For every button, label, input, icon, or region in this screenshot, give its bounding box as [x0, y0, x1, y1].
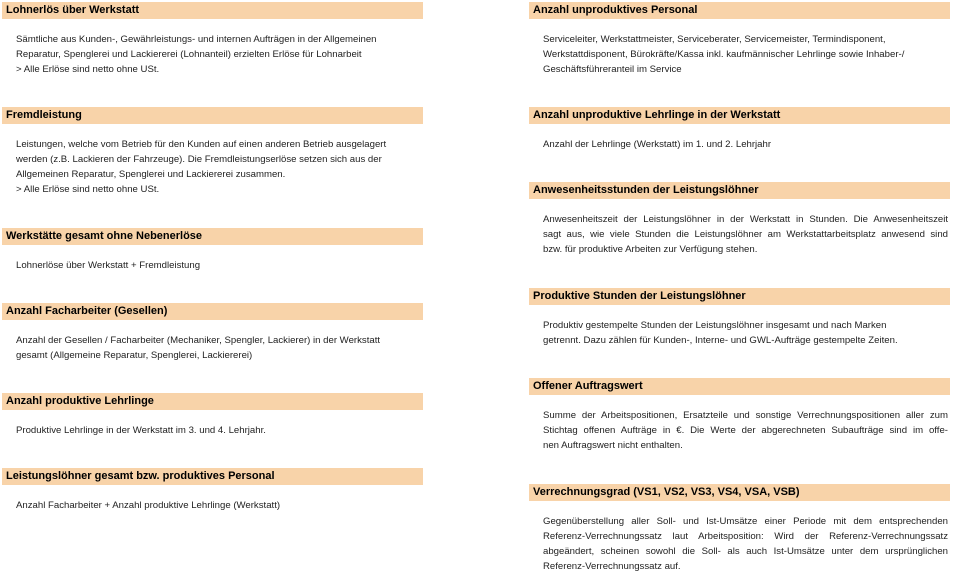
section-title: Offener Auftragswert — [529, 378, 950, 395]
description-line: bzw. für produktive Arbeiten zur Verfügung stehen. — [543, 244, 758, 255]
section-description — [529, 408, 950, 453]
section-title: Fremdleistung — [2, 107, 423, 124]
section-title: Leistungslöhner gesamt bzw. produktives Personal — [2, 468, 423, 485]
description-line: Produktiv gestempelte Stunden der Leistungslöhner insgesamt und nach Marken — [543, 320, 887, 331]
section-title: Produktive Stunden der Leistungslöhner — [529, 288, 950, 305]
section-title: Werkstätte gesamt ohne Nebenerlöse — [2, 228, 423, 245]
description-line: nen Auftragswert nicht enthalten. — [543, 440, 683, 451]
section-description — [2, 258, 423, 273]
section-description — [2, 333, 423, 363]
description-line: Produktive Lehrlinge in der Werkstatt im 3. und 4. Lehrjahr. — [16, 425, 266, 436]
section-anwesenheitsstunden — [529, 182, 950, 257]
description-line: werden (z.B. Lackieren der Fahrzeuge). Die Fremdleistungserlöse setzen sich aus der — [16, 154, 382, 165]
description-line: Serviceleiter, Werkstattmeister, Serviceberater, Servicemeister, Termindisponent, — [543, 34, 886, 45]
section-description — [2, 137, 423, 197]
description-line: Anzahl Facharbeiter + Anzahl produktive Lehrlinge (Werkstatt) — [16, 500, 281, 511]
section-description — [529, 212, 950, 257]
description-line: Geschäftsführeranteil im Service — [543, 64, 682, 75]
section-leistungsloehner-gesamt — [2, 468, 423, 513]
description-line: Werkstattdisponent, Bürokräfte/Kassa inkl. kaufmännischer Lehrlinge sowie Inhaber-/ — [543, 49, 905, 60]
description-line: getrennt. Dazu zählen für Kunden-, Interne- und GWL-Aufträge gestempelte Zeiten. — [543, 335, 898, 346]
section-title: Anwesenheitsstunden der Leistungslöhner — [529, 182, 950, 199]
section-title: Lohnerlös über Werkstatt — [2, 2, 423, 19]
section-title: Anzahl produktive Lehrlinge — [2, 393, 423, 410]
section-verrechnungsgrad — [529, 484, 950, 574]
description-line: sagt aus, wie viele Stunden die Leistungslöhner am Werkstattarbeitsplatz anwesend sind — [543, 229, 948, 240]
description-line: Lohnerlöse über Werkstatt + Fremdleistung — [16, 260, 201, 271]
description-line: Referenz-Verrechnungssatz auf. — [543, 561, 681, 572]
section-title: Anzahl unproduktives Personal — [529, 2, 950, 19]
section-description — [529, 137, 950, 152]
section-unproduktives-personal — [529, 2, 950, 77]
description-line: Gegenüberstellung aller Soll- und Ist-Umsätze einer Periode mit dem entsprechenden — [543, 516, 948, 527]
description-line: Summe der Arbeitspositionen, Ersatzteile und sonstige Verrechnungspositionen aller zum — [543, 410, 948, 421]
description-line: Anzahl der Lehrlinge (Werkstatt) im 1. und 2. Lehrjahr — [543, 139, 772, 150]
section-title: Anzahl Facharbeiter (Gesellen) — [2, 303, 423, 320]
description-line: Anwesenheitszeit der Leistungslöhner in der Werkstatt in Stunden. Die Anwesenheitszeit — [543, 214, 948, 225]
description-line: Reparatur, Spenglerei und Lackiererei (Lohnanteil) erzielten Erlöse für Lohnarbeit — [16, 49, 362, 60]
description-line: > Alle Erlöse sind netto ohne USt. — [16, 184, 160, 195]
section-lohnerloes — [2, 2, 423, 77]
section-description — [2, 423, 423, 438]
description-line: abgeändert, scheinen sowohl die Soll- als auch Ist-Umsätze unter dem ursprünglichen — [543, 546, 948, 557]
description-line: Referenz-Verrechnungssatz laut Arbeitsposition: Wird der Referenz-Verrechnungssatz — [543, 531, 948, 542]
section-fremdleistung — [2, 107, 423, 197]
section-description — [529, 514, 950, 574]
description-line: gesamt (Allgemeine Reparatur, Spenglerei, Lackiererei) — [16, 350, 253, 361]
section-anzahl-facharbeiter — [2, 303, 423, 363]
section-description — [529, 318, 950, 348]
section-produktive-lehrlinge — [2, 393, 423, 438]
description-line: Anzahl der Gesellen / Facharbeiter (Mechaniker, Spengler, Lackierer) in der Werkstatt — [16, 335, 381, 346]
description-line: Stichtag offenen Aufträge in €. Die Werte der abgerechneten Subaufträge sind im offe- — [543, 425, 948, 436]
description-line: Leistungen, welche vom Betrieb für den Kunden auf einen anderen Betrieb ausgelagert — [16, 139, 387, 150]
section-unproduktive-lehrlinge — [529, 107, 950, 152]
section-description — [2, 32, 423, 77]
section-produktive-stunden — [529, 288, 950, 348]
description-line: > Alle Erlöse sind netto ohne USt. — [16, 64, 160, 75]
section-title: Anzahl unproduktive Lehrlinge in der Werkstatt — [529, 107, 950, 124]
description-line: Sämtliche aus Kunden-, Gewährleistungs- und internen Aufträgen in der Allgemeinen — [16, 34, 377, 45]
section-werkstaette-gesamt — [2, 228, 423, 273]
section-offener-auftragswert — [529, 378, 950, 453]
section-title: Verrechnungsgrad (VS1, VS2, VS3, VS4, VSA, VSB) — [529, 484, 950, 501]
description-line: Allgemeinen Reparatur, Spenglerei und Lackiererei zusammen. — [16, 169, 286, 180]
section-description — [529, 32, 950, 77]
section-description — [2, 498, 423, 513]
